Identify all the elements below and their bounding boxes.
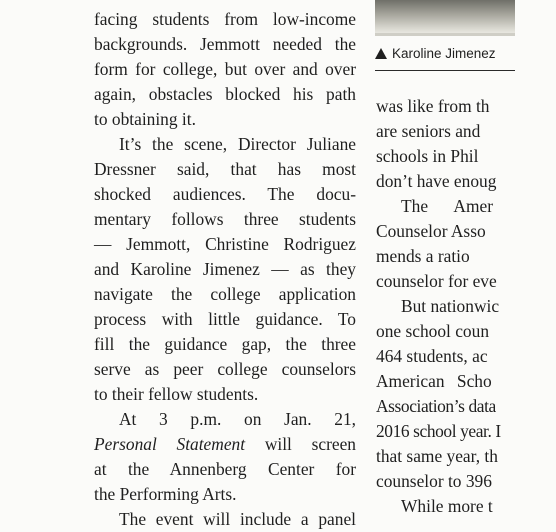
text-fragment: will screen — [264, 434, 356, 454]
paragraph-first-line: The event will include a panel — [119, 509, 356, 529]
text-line: at the Annenberg Center for — [94, 459, 356, 479]
photo-caption — [375, 45, 496, 63]
article-right-column — [376, 94, 556, 519]
photo-bottom-edge — [375, 33, 515, 36]
paragraph-first-line: The Amer — [401, 196, 494, 216]
text-line: form for college, but over and over — [94, 59, 356, 79]
text-line: don’t have enoug — [376, 171, 497, 191]
paragraph-first-line: It’s the scene, Director Juliane — [119, 134, 356, 154]
caption-divider — [375, 70, 515, 71]
article-photo — [375, 0, 515, 33]
text-line: — Jemmott, Christine Rodriguez — [94, 234, 356, 254]
text-line: and Karoline Jimenez — as they — [94, 259, 356, 279]
paragraph-first-line: But nationwic — [401, 296, 500, 316]
text-line: mentary follows three students — [94, 209, 356, 229]
caption-triangle-icon — [375, 48, 387, 59]
text-line: navigate the college application — [94, 284, 356, 304]
text-line: one school coun — [376, 321, 490, 341]
text-line: was like from th — [376, 96, 490, 116]
text-line: again, obstacles blocked his path — [94, 84, 356, 104]
text-line: backgrounds. Jemmott needed the — [94, 34, 356, 54]
text-line: counselor for eve — [376, 271, 497, 291]
text-line: to obtaining it. — [94, 109, 196, 129]
text-line: to their fellow students. — [94, 384, 259, 404]
text-line-with-title — [94, 432, 356, 457]
text-line: Association’s data — [376, 396, 496, 416]
text-line: that same year, th — [376, 446, 498, 466]
text-line: process with little guidance. To — [94, 309, 356, 329]
article-left-column — [94, 7, 356, 532]
paragraph-first-line: At 3 p.m. on Jan. 21, — [119, 409, 356, 429]
text-line: are seniors and — [376, 121, 481, 141]
text-line: schools in Phil — [376, 146, 479, 166]
text-line: Counselor Asso — [376, 221, 486, 241]
text-line: fill the guidance gap, the three — [94, 334, 356, 354]
text-line: Dressner said, that has most — [94, 159, 356, 179]
paragraph-first-line: While more t — [401, 496, 493, 516]
text-line: 2016 school year. I — [376, 421, 501, 441]
text-line: counselor to 396 — [376, 471, 492, 491]
text-line: serve as peer college counselors — [94, 359, 356, 379]
text-line: the Performing Arts. — [94, 484, 237, 504]
text-line: facing students from low-income — [94, 9, 356, 29]
text-line: mends a ratio — [376, 246, 470, 266]
text-line: American Scho — [376, 371, 492, 391]
text-line: shocked audiences. The docu- — [94, 184, 356, 204]
film-title: Personal Statement — [94, 434, 246, 454]
text-line: 464 students, ac — [376, 346, 488, 366]
caption-text: Karoline Jimenez — [392, 46, 496, 61]
